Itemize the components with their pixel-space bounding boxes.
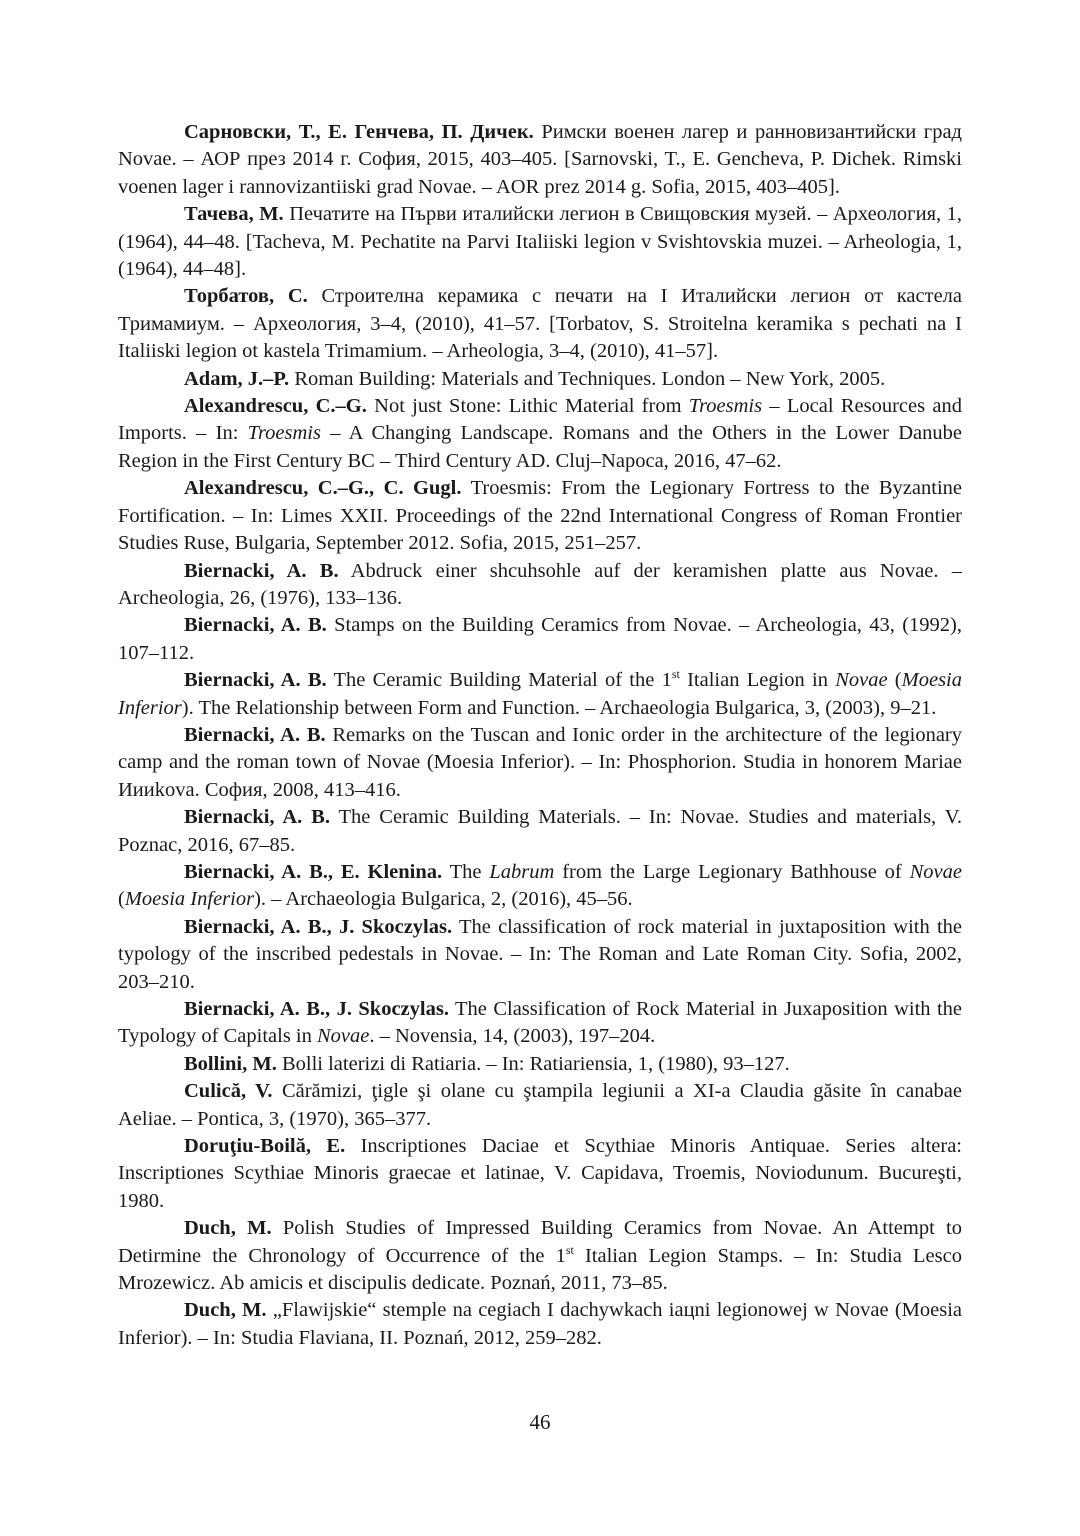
bibliography-entry bbox=[118, 914, 962, 996]
entry-author: Alexandrescu, C.–G., C. Gugl. bbox=[184, 477, 462, 500]
entry-author: Biernacki, A. B., E. Klenina. bbox=[184, 860, 443, 883]
entry-text: . – Novensia, 14, (2003), 197–204. bbox=[369, 1025, 656, 1048]
entry-author: Biernacki, A. B. bbox=[184, 614, 327, 637]
entry-author: Biernacki, A. B. bbox=[184, 559, 339, 582]
entry-italic-text: Moesia Inferior bbox=[124, 888, 255, 911]
bibliography-entry bbox=[118, 393, 962, 475]
entry-author: Doruţiu-Boilă, E. bbox=[184, 1135, 346, 1158]
entry-text: The bbox=[442, 860, 490, 883]
entry-superscript: st bbox=[671, 667, 680, 682]
entry-italic-text: Labrum bbox=[489, 860, 555, 883]
entry-author: Duch, M. bbox=[184, 1299, 267, 1322]
entry-author: Duch, M. bbox=[184, 1217, 272, 1240]
entry-text: from the Large Legionary Bathhouse of bbox=[554, 860, 910, 883]
bibliography-list bbox=[118, 119, 962, 1352]
bibliography-entry bbox=[118, 1215, 962, 1297]
bibliography-entry bbox=[118, 667, 962, 722]
page-number: 46 bbox=[529, 1410, 551, 1434]
entry-text: – A Changing Landscape. Romans and the Others in the Lower Danube Region in the First Century BC – Third Century AD. Cluj–Napoca, 2016, 47–62. bbox=[118, 422, 962, 472]
entry-author: Alexandrescu, C.–G. bbox=[184, 395, 367, 418]
bibliography-entry bbox=[118, 612, 962, 667]
entry-author: Biernacki, A. B. bbox=[184, 723, 326, 746]
entry-text: Abdruck einer shcuhsohle auf der keramishen platte aus Novae. – Archeologia, 26, (1976), 133–136. bbox=[118, 559, 963, 609]
entry-author: Торбатов, С. bbox=[184, 285, 308, 308]
entry-italic-text: Troesmis bbox=[688, 395, 763, 418]
entry-text: Строителна керамика с печати на I Италийски легион от кастела Тримамиум. – Археология, 3–4, (2010), 41–57. [Torbatov, S. Stroitelna keramika s pechati na I Italiiski legion ot kastela Trimamium. – Arheologia, 3–4, (2010), 41–57]. bbox=[118, 285, 962, 363]
entry-author: Тачева, М. bbox=[184, 203, 284, 226]
bibliography-entry bbox=[118, 1078, 962, 1133]
entry-text: Polish Studies of Impressed Building Ceramics from Novae. An Attempt to Detirmine the Chronology of Occurrence of the 1 bbox=[118, 1217, 962, 1267]
entry-text: Italian Legion Stamps. – In: Studia Lesco Mrozewicz. Ab amicis et discipulis dedicate. Poznań, 2011, 73–85. bbox=[118, 1244, 962, 1295]
entry-author: Culică, V. bbox=[184, 1080, 273, 1103]
entry-author: Bollini, M. bbox=[184, 1052, 277, 1075]
entry-superscript: st bbox=[565, 1242, 574, 1257]
entry-text: The Classification of Rock Material in Juxaposition with the Typology of Capitals in bbox=[118, 998, 962, 1048]
entry-text: Inscriptiones Daciae et Scythiae Minoris Antiquae. Series altera: Inscriptiones Scythiae Minoris graecae et latinae, V. Capidava, Troemis, Noviodunum. Bucureşti, 1980. bbox=[118, 1135, 962, 1212]
entry-text: – Local Resources and Imports. – In: bbox=[118, 395, 962, 445]
entry-text: ). The Relationship between Form and Function. – Archaeologia Bulgarica, 3, (2003), 9–21. bbox=[181, 696, 937, 719]
bibliography-entry bbox=[118, 558, 962, 613]
entry-text: ( bbox=[887, 669, 902, 692]
entry-text: The Ceramic Building Material of the 1 bbox=[326, 669, 672, 692]
bibliography-entry bbox=[118, 996, 962, 1051]
entry-text: Stamps on the Building Ceramics from Novae. – Archeologia, 43, (1992), 107–112. bbox=[118, 614, 963, 664]
bibliography-entry bbox=[118, 201, 962, 283]
entry-italic-text: Novae bbox=[835, 669, 888, 692]
entry-italic-text: Troesmis bbox=[247, 422, 321, 445]
entry-text: Remarks on the Tuscan and Ionic order in the architecture of the legionary camp and the roman town of Novae (Moesia Inferior). – In: Phosphorion. Studia in honorem Mariae Иииkova. София, 2008, 413–416. bbox=[118, 723, 962, 801]
entry-author: Biernacki, A. B., J. Skoczylas. bbox=[184, 915, 453, 938]
entry-italic-text: Novae bbox=[317, 1025, 370, 1048]
bibliography-entry bbox=[118, 366, 962, 393]
bibliography-entry bbox=[118, 283, 962, 365]
bibliography-entry bbox=[118, 722, 962, 804]
entry-text: Римски военен лагер и ранновизантийски град Novae. – АОР през 2014 г. София, 2015, 403–405. [Sarnovski, T., E. Gencheva, P. Dichek. Rimski voenen lager i rannovizantiiski grad Novae. – AOR prez 2014 g. Sofia, 2015, 403–405]. bbox=[118, 121, 962, 198]
entry-author: Biernacki, A. B. bbox=[184, 806, 330, 829]
entry-text: Печатите на Първи италийски легион в Свищовския музей. – Археология, 1, (1964), 44–48. [Tacheva, M. Pechatite na Parvi Italiiski legion v Svishtovskia muzei. – Arheologia, 1, (1964), 44–48]. bbox=[118, 203, 963, 281]
entry-author: Adam, J.–P. bbox=[184, 367, 290, 390]
bibliography-entry bbox=[118, 1297, 962, 1352]
entry-italic-text: Moesia Inferior bbox=[118, 669, 962, 719]
entry-author: Сарновски, Т., Е. Генчева, П. Дичек. bbox=[184, 121, 534, 143]
entry-author: Biernacki, A. B. bbox=[184, 669, 327, 692]
entry-text: ( bbox=[118, 888, 125, 911]
entry-italic-text: Novae bbox=[909, 860, 962, 883]
bibliography-entry bbox=[118, 859, 962, 914]
entry-text: Bolli laterizi di Ratiaria. – In: Ratiariensia, 1, (1980), 93–127. bbox=[276, 1052, 790, 1075]
entry-text: Roman Building: Materials and Techniques. London – New York, 2005. bbox=[289, 367, 886, 390]
bibliography-entry bbox=[118, 1051, 962, 1078]
entry-text: Not just Stone: Lithic Material from bbox=[366, 395, 689, 418]
bibliography-entry bbox=[118, 119, 962, 201]
entry-text: The Ceramic Building Materials. – In: Novae. Studies and materials, V. Poznac, 2016, 67–85. bbox=[118, 806, 963, 856]
bibliography-entry bbox=[118, 804, 962, 859]
entry-text: Italian Legion in bbox=[679, 669, 836, 692]
entry-text: ). – Archaeologia Bulgarica, 2, (2016), 45–56. bbox=[254, 888, 633, 911]
entry-text: The classification of rock material in juxtaposition with the typology of the inscribed pedestals in Novae. – In: The Roman and Late Roman City. Sofia, 2002, 203–210. bbox=[118, 915, 962, 993]
bibliography-entry bbox=[118, 1133, 962, 1215]
entry-text: Troesmis: From the Legionary Fortress to the Byzantine Fortification. – In: Limes XXII. Proceedings of the 22nd International Congress of Roman Frontier Studies Ruse, Bulgaria, September 2012. Sofia, 2015, 251–257. bbox=[118, 477, 962, 555]
entry-text: „Flawijskie“ stemple na cegiach I dachywkach iaцni legionowej w Novae (Moesia Inferior). – In: Studia Flaviana, II. Poznań, 2012, 259–282. bbox=[118, 1299, 962, 1349]
bibliography-entry bbox=[118, 475, 962, 557]
entry-text: Cărămizi, ţigle şi olane cu ştampila legiunii a XI-a Claudia găsite în canabae Aeliae. – Pontica, 3, (1970), 365–377. bbox=[118, 1080, 962, 1130]
entry-author: Biernacki, A. B., J. Skoczylas. bbox=[184, 998, 449, 1020]
